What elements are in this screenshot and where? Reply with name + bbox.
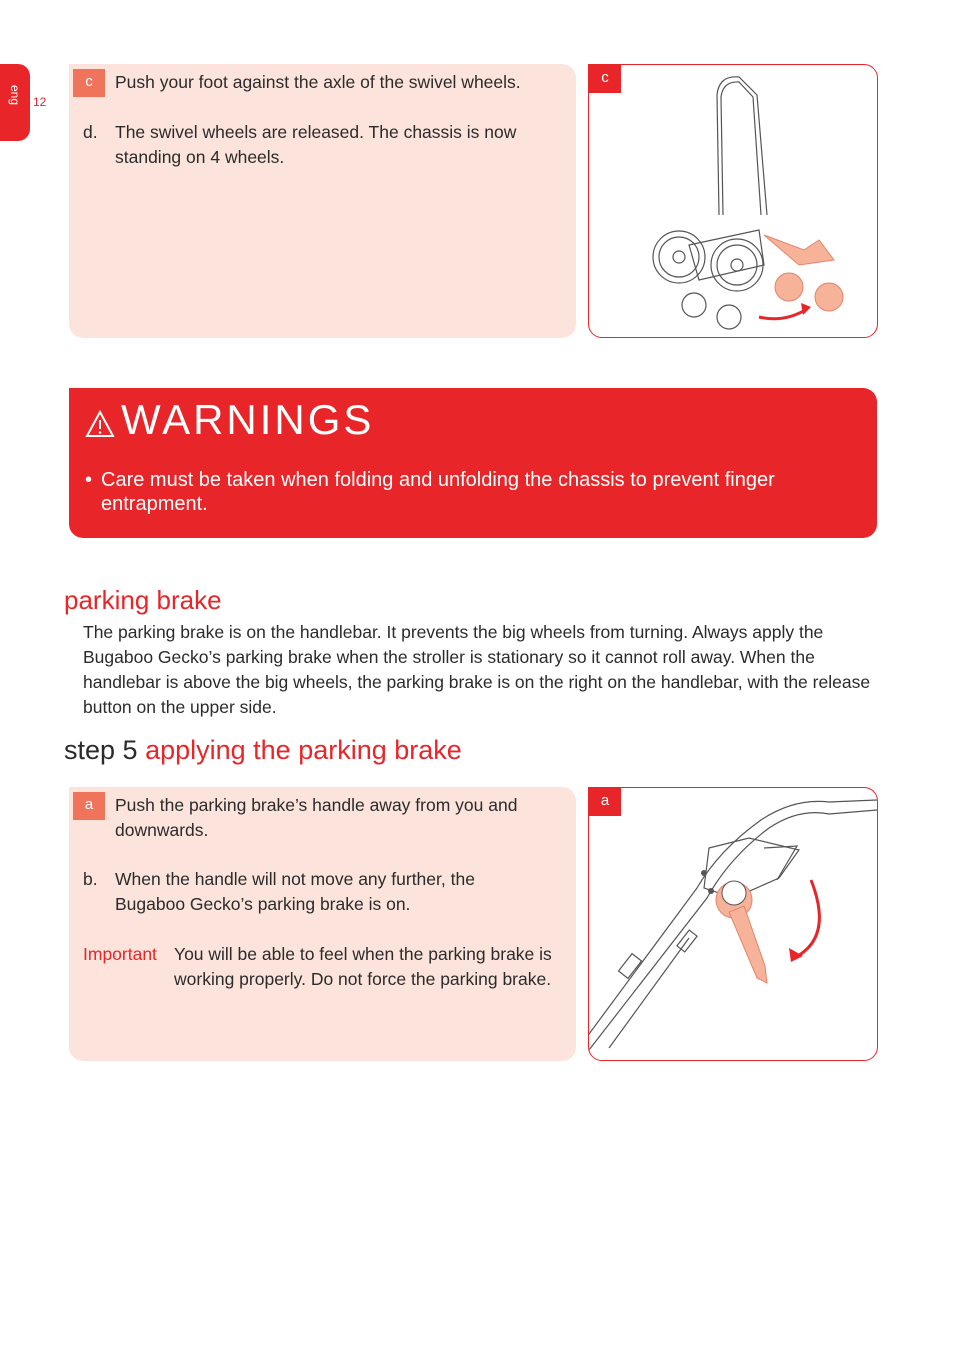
step-5-prefix: step 5 [64,735,138,765]
handlebar-illustration-panel [588,787,878,1061]
step-c-text: Push your foot against the axle of the swivel wheels. [115,72,521,92]
important-text: You will be able to feel when the parking brake is working properly. Do not force the parking brake. [174,944,552,989]
parking-brake-body: The parking brake is on the handlebar. It prevents the big wheels from turning. Always apply the Bugaboo Gecko’s parking brake when the stroller is stationary so it cannot roll away. When the handlebar is above the big wheels, the parking brake is on the right on the handlebar, with the release button on the upper side. [83,622,871,717]
image-badge-c: c [589,65,621,93]
step-a-b-panel [69,787,576,1061]
warnings-title: WARNINGS [121,396,375,443]
warnings-box [69,388,877,538]
language-label: eng [8,84,22,106]
warning-item [85,468,845,516]
step-a-text: Push the parking brake’s handle away from you and downwards. [115,795,518,840]
image-badge-a: a [589,788,621,816]
parking-brake-title: parking brake [64,585,222,615]
step-c-d-panel [69,64,576,338]
step-d-text: The swivel wheels are released. The chassis is now standing on 4 wheels. [115,122,517,167]
step-5-heading [64,735,462,766]
warning-triangle-icon [85,410,115,438]
step-b-letter: b. [83,869,98,889]
step-b-text: When the handle will not move any further, the Bugaboo Gecko’s parking brake is on. [115,869,475,914]
chassis-unfolding-illustration [589,65,877,337]
important-label: Important [83,944,157,964]
chassis-illustration-panel [588,64,878,338]
step-c-badge: c [73,69,105,97]
step-5-title: applying the parking brake [145,735,462,765]
bullet-icon: • [85,469,93,491]
step-d-letter: d. [83,122,98,142]
language-tab [0,64,30,141]
parking-brake-illustration [589,788,877,1060]
page-number: 12 [33,95,47,109]
warning-item-text: Care must be taken when folding and unfolding the chassis to prevent finger entrapment. [101,469,775,515]
step-a-badge: a [73,792,105,820]
